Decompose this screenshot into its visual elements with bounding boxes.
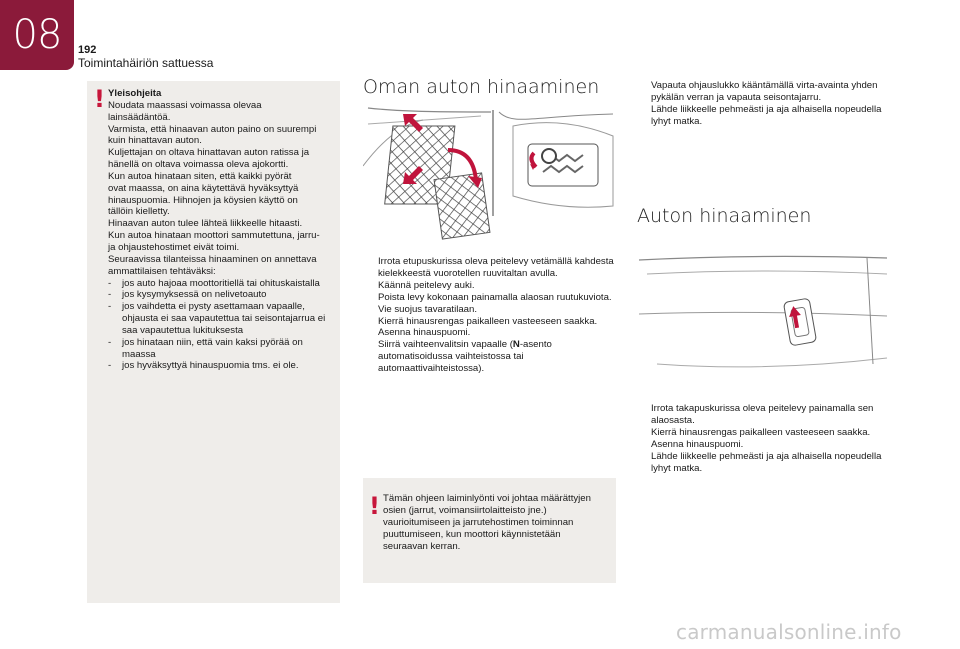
warning-icon: !: [94, 85, 105, 113]
general-line: Kuljettajan on oltava hinattavan auton ratissa ja: [108, 147, 310, 159]
general-line: lainsäädäntöä.: [108, 111, 171, 123]
general-line: hänellä on oltava voimassa oleva ajokortti.: [108, 159, 289, 171]
general-line: Hinaavan auton tulee lähteä liikkeelle hitaasti.: [108, 218, 303, 230]
step-item: Poista levy kokonaan painamalla alaosan ruutukuviota.: [365, 292, 617, 304]
general-line: ovat maassa, on aina käytettävä hyväksyttyä: [108, 182, 299, 194]
bullet-icon: [365, 316, 378, 328]
watermark: carmanualsonline.info: [676, 620, 902, 644]
list-item: - jos vaihdetta ei pysty asettamaan vapaalle, ohjausta ei saa vapautettua tai seisontajarrua ei saa vapautettua lukituksesta: [108, 301, 326, 336]
page-number: 192: [78, 44, 97, 56]
bullet-icon: [365, 327, 378, 339]
step-item: Irrota takapuskurissa oleva peitelevy painamalla sen alaosasta.: [638, 403, 900, 427]
chapter-tab: [0, 0, 74, 70]
step-item: Lähde liikkeelle pehmeästi ja aja alhaisella nopeudella lyhyt matka.: [638, 451, 900, 475]
towing-steps: [638, 80, 898, 128]
bullet-icon: [365, 280, 378, 292]
bullet-icon: [365, 292, 378, 304]
general-line: tällöin kielletty.: [108, 206, 170, 218]
section-title: Toimintahäiriön sattuessa: [78, 56, 214, 70]
general-warning-box: [87, 81, 340, 603]
general-line: Seuraavissa tilanteissa hinaaminen on annettava: [108, 253, 317, 265]
general-line: ja ohjaustehostimet eivät toimi.: [108, 241, 240, 253]
bullet-icon: [365, 339, 378, 375]
step-item: Asenna hinauspuomi.: [365, 327, 617, 339]
front-bumper-illustration: [363, 106, 616, 246]
step-item: Irrota etupuskurissa oleva peitelevy vetämällä kahdesta kielekkeestä vuorotellen ruuvitaltan avulla.: [365, 256, 617, 280]
warning-icon: !: [369, 492, 380, 520]
bullet-icon: [365, 304, 378, 316]
own-car-steps: [365, 256, 617, 375]
bullet-icon: [638, 104, 651, 128]
general-line: kuin hinattavan auton.: [108, 135, 202, 147]
general-title: Yleisohjeita: [108, 88, 162, 99]
list-item: - jos auto hajoaa moottoritiellä tai ohituskaistalla: [108, 277, 320, 289]
step-item: Siirrä vaihteenvalitsin vapaalle (N-asento automatisoidussa vaihteistossa tai automaattivaihteistossa).: [365, 339, 617, 375]
caution-note-box: [363, 478, 616, 583]
list-item: - jos kysymyksessä on nelivetoauto: [108, 289, 267, 301]
bullet-icon: [365, 256, 378, 280]
bullet-icon: [638, 80, 651, 104]
caution-text: Tämän ohjeen laiminlyönti voi johtaa määrättyjen osien (jarrut, voimansiirtolaitteisto jne.) vaurioitumiseen ja jarrutehostimen toiminnan puuttumiseen, kun moottori käynnistetään seuraavan kerran.: [383, 493, 591, 552]
other-car-heading: Auton hinaaminen: [637, 205, 812, 227]
rear-bumper-illustration: [637, 254, 890, 392]
bullet-icon: [638, 403, 651, 427]
list-item: - jos hyväksyttyä hinauspuomia tms. ei ole.: [108, 360, 299, 372]
step-item: Kierrä hinausrengas paikalleen vasteeseen saakka.: [638, 427, 900, 439]
general-line: Varmista, että hinaavan auton paino on suurempi: [108, 123, 317, 135]
own-car-heading: Oman auton hinaaminen: [363, 76, 600, 98]
other-car-steps: [638, 403, 900, 474]
bullet-icon: [638, 451, 651, 475]
step-item: Lähde liikkeelle pehmeästi ja aja alhaisella nopeudella lyhyt matka.: [638, 104, 898, 128]
general-line: ammattilaisen tehtäväksi:: [108, 265, 216, 277]
step-item: Vapauta ohjauslukko kääntämällä virta-avainta yhden pykälän verran ja vapauta seisontajarru.: [638, 80, 898, 104]
general-line: hinauspuomia. Hihnojen ja köysien käyttö on: [108, 194, 298, 206]
general-line: Kun autoa hinataan siten, että kaikki pyörät: [108, 170, 292, 182]
step-item: Kierrä hinausrengas paikalleen vasteeseen saakka.: [365, 316, 617, 328]
chapter-number: 08: [12, 12, 62, 58]
general-line: Noudata maassasi voimassa olevaa: [108, 99, 262, 111]
bullet-icon: [638, 439, 651, 451]
bullet-icon: [638, 427, 651, 439]
list-item: - jos hinataan niin, että vain kaksi pyörää on maassa: [108, 336, 303, 360]
step-item: Asenna hinauspuomi.: [638, 439, 900, 451]
step-item: Käännä peitelevy auki.: [365, 280, 617, 292]
general-line: Kun autoa hinataan moottori sammutettuna, jarru-: [108, 230, 320, 242]
step-item: Vie suojus tavaratilaan.: [365, 304, 617, 316]
